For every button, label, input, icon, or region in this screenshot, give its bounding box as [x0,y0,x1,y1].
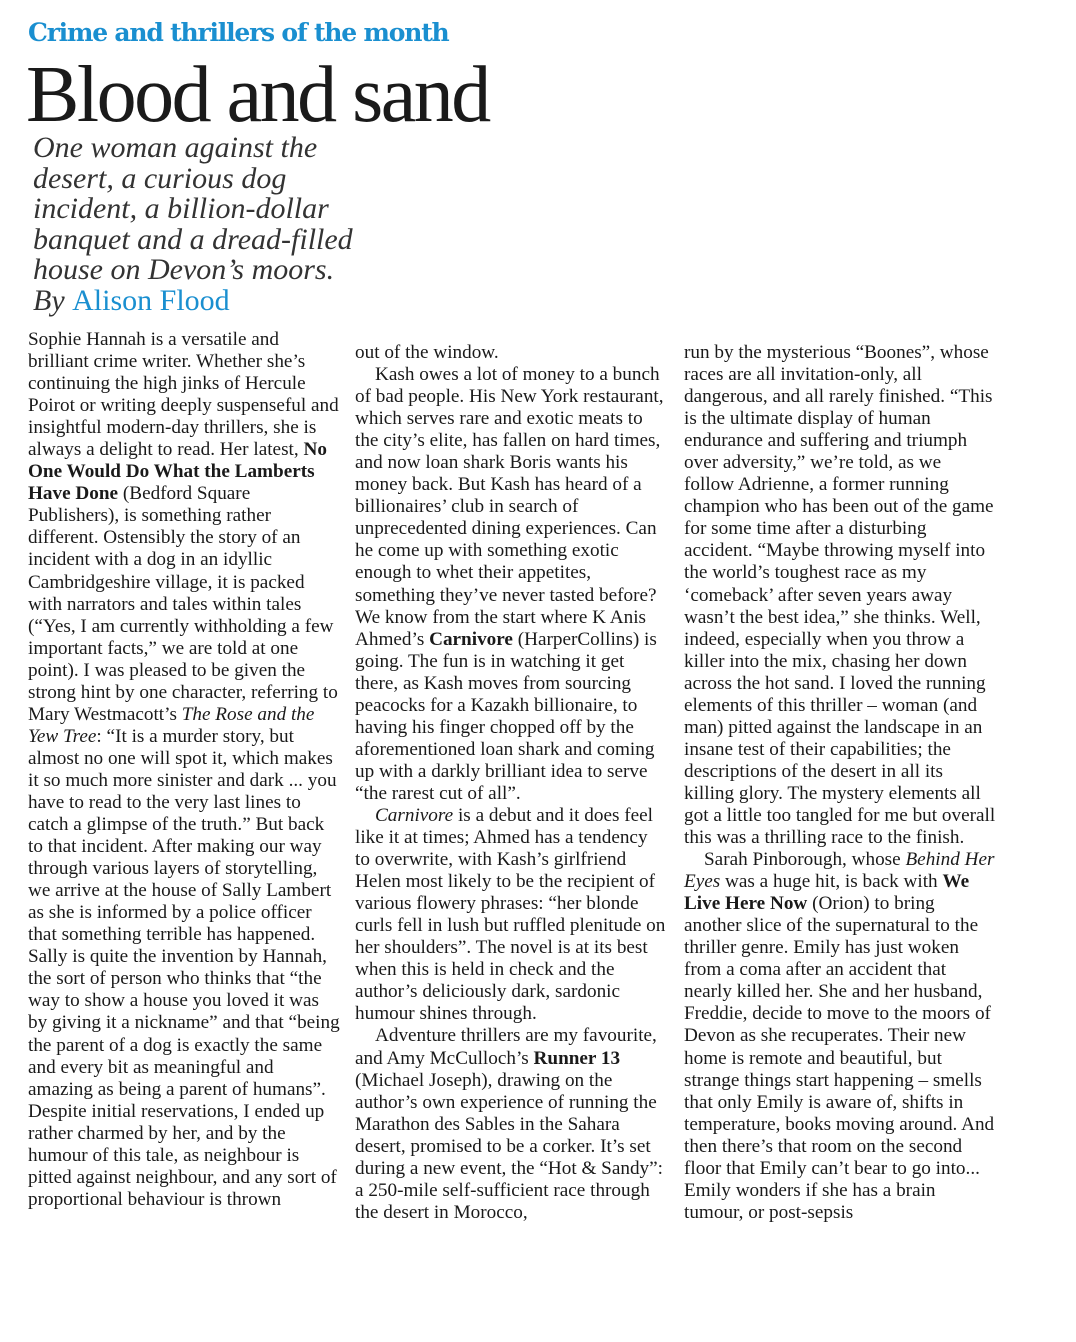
text-run: was a huge hit, is back with [720,871,943,893]
text-run: Kash owes a lot of money to a bunch of bad people. His New York restaurant, which serves rare and exotic meats to the city’s elite, has fallen on hard times, and now loan shark Boris wants his money back. But Kash has heard of a billionaires’ club in search of unprecedented dining experiences. Can he come up with something exotic enough to whet their appetites, something they’ve never tasted before? We know from the start where K Anis Ahmed’s [355,364,664,650]
italic-title: Behind Her Eyes [684,849,995,893]
book-title: Carnivore [429,628,513,650]
book-title: Runner 13 [533,1047,621,1069]
author-name: Alison Flood [72,283,230,317]
paragraph [355,805,667,1025]
paragraph: run by the mysterious “Boones”, whose races are all invitation-only, all dangerous, and all rarely finished. “This is the ultimate display of human endurance and suffering and triumph over adversity,” we’re told, as we follow Adrienne, a former running champion who has been out of the game for some time after a disturbing accident. “Maybe throwing myself into the world’s toughest race as my ‘comeback’ after seven years away wasn’t the best idea,” she thinks. Well, indeed, especially when you throw a killer into the mix, chasing her down across the hot sand. I loved the running elements of this thriller – woman (and man) pitted against the landscape in an insane test of their capabilities; the descriptions of the desert in all its killing glory. The mystery elements all got a little too tangled for me but overall this was a thrilling race to the finish. [684,342,996,849]
text-run: (Orion) to bring another slice of the supernatural to the thriller genre. Emily has just woken from a coma after an accident that nearly killed her. She and her husband, Freddie, decide to move to the moors of Devon as she recuperates. Their new home is remote and beautiful, but strange things start happening – smells that only Emily is aware of, shifts in temperature, books moving around. And then there’s that room on the second floor that Emily can’t bear to go into... Emily wonders if she has a brain tumour, or post-sepsis [684,893,995,1223]
text-run: Adventure thrillers are my favourite, and Amy McCulloch’s [355,1025,657,1069]
text-run: (Bedford Square Publishers), is something rather different. Ostensibly the story of an incident with a dog in an idyllic Cambridgeshire village, it is packed with narrators and tales within tales (“Yes, I am currently withholding a few important facts,” we are told at one point). I was pleased to be given the strong hint by one character, referring to Mary Westmacott’s [28,483,338,725]
paragraph [355,364,667,805]
standfirst [33,133,353,316]
text-run: (HarperCollins) is going. The fun is in watching it get there, as Kash moves from sourcing peacocks for a Kazakh billionaire, to having his finger chopped off by the aforementioned loan shark and coming up with a darkly brilliant idea to serve “the rarest cut of all”. [355,628,657,804]
text-run: Sarah Pinborough, whose [704,849,906,871]
paragraph [28,329,340,1211]
italic-title: The Rose and the Yew Tree [28,703,315,747]
text-run: Sophie Hannah is a versatile and brilliant crime writer. Whether she’s continuing the high jinks of Hercule Poirot or writing deeply suspenseful and insightful modern-day thrillers, she is always a delight to read. Her latest, [28,329,339,461]
column-1 [28,329,340,1211]
section-kicker: Crime and thrillers of the month [28,18,449,47]
column-3 [684,342,996,1224]
book-title: We Live Here Now [684,871,970,915]
headline: Blood and sand [26,51,489,139]
paragraph [684,849,996,1224]
italic-title: Carnivore [375,804,454,826]
text-run: is a debut and it does feel like it at times; Ahmed has a tendency to overwrite, with Kash’s girlfriend Helen most likely to be the recipient of various flowery phrases: “her blonde curls fell in lush but ruffled plenitude on her shoulders”. The novel is at its best when this is held in check and the author’s deliciously dark, sardonic humour shines through. [355,804,666,1025]
text-run: (Michael Joseph), drawing on the author’s own experience of running the Marathon des Sables in the Sahara desert, promised to be a corker. It’s set during a new event, the “Hot & Sandy”: a 250-mile self-sufficient race through the desert in Morocco, [355,1069,663,1223]
standfirst-text: One woman against the desert, a curious dog incident, a billion-dollar banquet and a dread-filled house on Devon’s moors. By [33,131,353,317]
paragraph: out of the window. [355,342,499,363]
text-run: : “It is a murder story, but almost no one will spot it, which makes it so much more sinister and dark ... you have to read to the very last lines to catch a glimpse of the truth.” But back to that incident. After making our way through various layers of storytelling, we arrive at the house of Sally Lambert as she is informed by a police officer that something terrible has happened. Sally is quite the invention by Hannah, the sort of person who thinks that “the way to show a house you loved it was by giving it a nickname” and that “being the parent of a dog is exactly the same and every bit as meaningful and amazing as being a parent of humans”. Despite initial reservations, I ended up rather charmed by her, and by the humour of this tale, as neighbour is pitted against neighbour, and any sort of proportional behaviour is thrown [28,725,340,1210]
book-title: No One Would Do What the Lamberts Have Done [28,439,327,505]
column-2 [355,342,667,1224]
paragraph [355,1025,667,1223]
